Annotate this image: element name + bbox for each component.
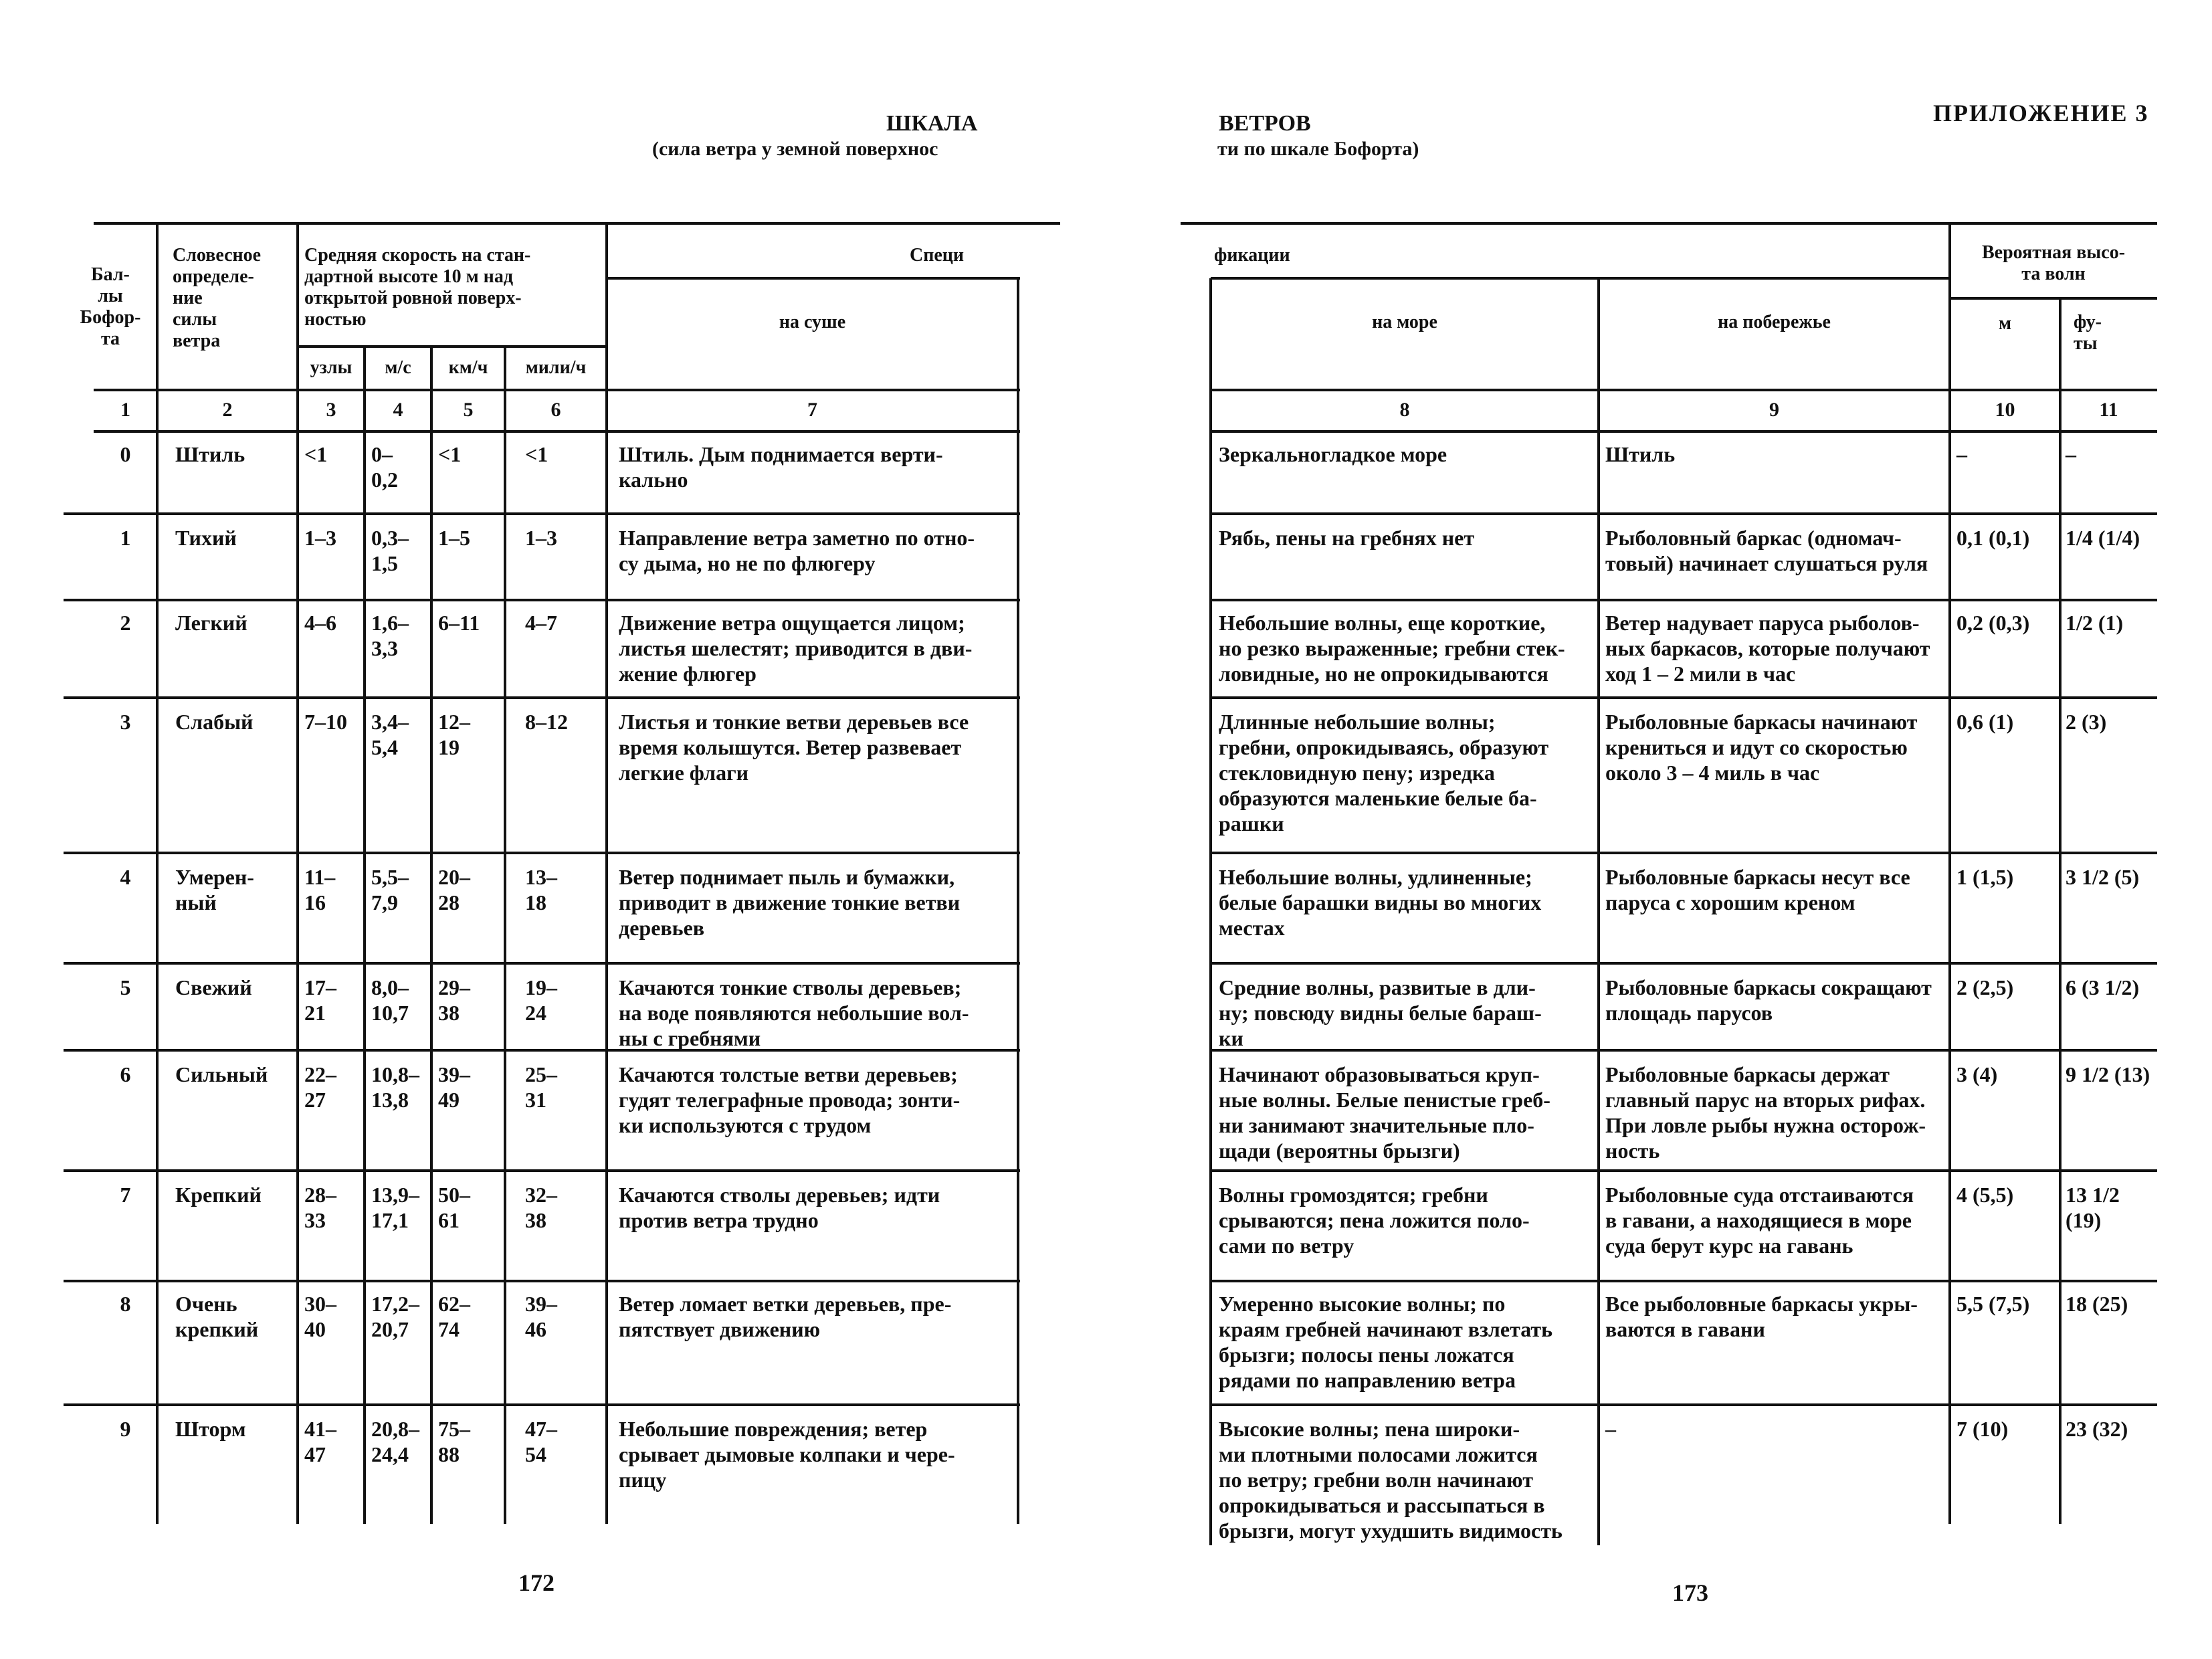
subtitle-right: ти по шкале Бофорта) xyxy=(1217,138,1419,160)
cell-ft-row-1: 1/4 (1/4) xyxy=(2066,526,2140,550)
cell-kn-row-8: 30– 40 xyxy=(304,1292,336,1341)
cell-ms-row-6: 10,8– 13,8 xyxy=(371,1062,419,1112)
col-num-11: 11 xyxy=(2099,399,2118,421)
cell-coast-row-6: Рыболовные баркасы держат главный парус на вторых рифах. При ловле рыбы нужна осторож- ность xyxy=(1605,1062,1926,1163)
cell-sea-row-8: Умеренно высокие волны; по краям гребней начинают взлетать брызги; полосы пены ложатся рядами по направлению ветра xyxy=(1219,1292,1552,1392)
cell-ms-row-9: 20,8– 24,4 xyxy=(371,1417,419,1466)
cell-mph-row-7: 32– 38 xyxy=(525,1183,557,1232)
cell-kmh-row-4: 20– 28 xyxy=(438,865,470,914)
cell-kn-row-9: 41– 47 xyxy=(304,1417,336,1466)
cell-kmh-row-5: 29– 38 xyxy=(438,975,470,1025)
cell-kmh-row-2: 6–11 xyxy=(438,611,480,635)
header-mph: мили/ч xyxy=(525,357,587,378)
col-num-3: 3 xyxy=(326,399,336,421)
cell-ms-row-2: 1,6– 3,3 xyxy=(371,611,409,660)
col-num-9: 9 xyxy=(1769,399,1779,421)
header-feet: фу- ты xyxy=(2074,312,2102,354)
cell-sea-row-9: Высокие волны; пена широки- ми плотными полосами ложится по ветру; гребни волн начинают опрокидываться и рассыпаться в брызги, могут ухудшить видимость xyxy=(1219,1417,1563,1543)
cell-ft-row-6: 9 1/2 (13) xyxy=(2066,1062,2150,1086)
cell-ft-row-2: 1/2 (1) xyxy=(2066,611,2124,635)
cell-b-row-0: 0 xyxy=(120,442,131,466)
cell-coast-row-8: Все рыболовные баркасы укры- ваются в гавани xyxy=(1605,1292,1918,1341)
cell-sea-row-2: Небольшие волны, еще короткие, но резко выраженные; гребни стек- ловидные, но не опрокидываются xyxy=(1219,611,1565,686)
appendix-label: ПРИЛОЖЕНИЕ 3 xyxy=(1933,100,2149,126)
cell-coast-row-7: Рыболовные суда отстаиваются в гавани, а находящиеся в море суда берут курс на гавань xyxy=(1605,1183,1914,1258)
cell-b-row-9: 9 xyxy=(120,1417,131,1441)
cell-land-row-6: Качаются толстые ветви деревьев; гудят телеграфные провода; зонти- ки используются с трудом xyxy=(619,1062,961,1137)
cell-m-row-8: 5,5 (7,5) xyxy=(1956,1292,2030,1316)
col-num-6: 6 xyxy=(550,399,561,421)
cell-coast-row-1: Рыболовный баркас (одномач- товый) начинает слушаться руля xyxy=(1605,526,1928,575)
cell-kn-row-6: 22– 27 xyxy=(304,1062,336,1112)
cell-m-row-9: 7 (10) xyxy=(1956,1417,2009,1441)
header-wave-height: Вероятная высо- та волн xyxy=(1981,242,2126,284)
cell-ft-row-3: 2 (3) xyxy=(2066,710,2107,734)
cell-name-row-9: Шторм xyxy=(175,1417,246,1441)
cell-coast-row-0: Штиль xyxy=(1605,442,1676,466)
cell-b-row-3: 3 xyxy=(120,710,131,734)
cell-coast-row-2: Ветер надувает паруса рыболов- ных баркасов, которые получают ход 1 – 2 мили в час xyxy=(1605,611,1930,686)
header-knots: узлы xyxy=(310,357,353,378)
cell-name-row-1: Тихий xyxy=(175,526,237,550)
cell-m-row-3: 0,6 (1) xyxy=(1956,710,2014,734)
cell-coast-row-4: Рыболовные баркасы несут все паруса с хорошим креном xyxy=(1605,865,1910,914)
col-num-8: 8 xyxy=(1399,399,1410,421)
cell-name-row-0: Штиль xyxy=(175,442,245,466)
cell-land-row-9: Небольшие повреждения; ветер срывает дымовые колпаки и чере- пицу xyxy=(619,1417,955,1492)
cell-ms-row-1: 0,3– 1,5 xyxy=(371,526,409,575)
cell-land-row-8: Ветер ломает ветки деревьев, пре- пятствует движению xyxy=(619,1292,952,1341)
cell-b-row-1: 1 xyxy=(120,526,131,550)
header-land: на суше xyxy=(779,312,846,332)
cell-kmh-row-6: 39– 49 xyxy=(438,1062,470,1112)
cell-sea-row-0: Зеркальногладкое море xyxy=(1219,442,1447,466)
cell-m-row-2: 0,2 (0,3) xyxy=(1956,611,2030,635)
cell-mph-row-1: 1–3 xyxy=(525,526,557,550)
cell-kmh-row-9: 75– 88 xyxy=(438,1417,470,1466)
cell-kn-row-5: 17– 21 xyxy=(304,975,336,1025)
cell-land-row-5: Качаются тонкие стволы деревьев; на воде появляются небольшие вол- ны с гребнями xyxy=(619,975,969,1050)
cell-ms-row-4: 5,5– 7,9 xyxy=(371,865,409,914)
col-num-5: 5 xyxy=(463,399,474,421)
cell-kn-row-1: 1–3 xyxy=(304,526,336,550)
header-spec-left: Специ xyxy=(910,245,965,266)
header-kmh: км/ч xyxy=(448,357,488,378)
cell-sea-row-4: Небольшие волны, удлиненные; белые барашки видны во многих местах xyxy=(1219,865,1542,940)
cell-ft-row-0: – xyxy=(2066,442,2076,466)
cell-land-row-3: Листья и тонкие ветви деревьев все время колышутся. Ветер развевает легкие флаги xyxy=(619,710,969,785)
cell-land-row-1: Направление ветра заметно по отно- су дыма, но не по флюгеру xyxy=(619,526,975,575)
cell-ft-row-9: 23 (32) xyxy=(2066,1417,2128,1441)
cell-ms-row-5: 8,0– 10,7 xyxy=(371,975,409,1025)
header-sea: на море xyxy=(1372,312,1437,332)
col-num-4: 4 xyxy=(393,399,403,421)
cell-mph-row-4: 13– 18 xyxy=(525,865,557,914)
cell-kmh-row-7: 50– 61 xyxy=(438,1183,470,1232)
cell-mph-row-8: 39– 46 xyxy=(525,1292,557,1341)
cell-name-row-2: Легкий xyxy=(175,611,247,635)
header-spec-right: фикации xyxy=(1214,245,1290,266)
cell-name-row-8: Очень крепкий xyxy=(175,1292,259,1341)
cell-m-row-7: 4 (5,5) xyxy=(1956,1183,2014,1207)
cell-kmh-row-1: 1–5 xyxy=(438,526,470,550)
cell-kmh-row-3: 12– 19 xyxy=(438,710,470,759)
cell-ms-row-3: 3,4– 5,4 xyxy=(371,710,409,759)
cell-m-row-0: – xyxy=(1956,442,1967,466)
cell-m-row-5: 2 (2,5) xyxy=(1956,975,2014,999)
cell-kmh-row-8: 62– 74 xyxy=(438,1292,470,1341)
subtitle-left: (сила ветра у земной поверхнос xyxy=(652,138,938,160)
cell-b-row-4: 4 xyxy=(120,865,131,889)
cell-m-row-4: 1 (1,5) xyxy=(1956,865,2014,889)
cell-mph-row-2: 4–7 xyxy=(525,611,557,635)
cell-ft-row-5: 6 (3 1/2) xyxy=(2066,975,2140,999)
header-speed: Средняя скорость на стан- дартной высоте 10 м над открытой ровной поверх- ностью xyxy=(304,245,531,330)
page-number-right: 173 xyxy=(1672,1579,1708,1606)
title-left: ШКАЛА xyxy=(886,111,978,136)
col-num-2: 2 xyxy=(222,399,233,421)
cell-name-row-4: Умерен- ный xyxy=(175,865,254,914)
cell-name-row-3: Слабый xyxy=(175,710,254,734)
cell-b-row-2: 2 xyxy=(120,611,131,635)
cell-kn-row-2: 4–6 xyxy=(304,611,336,635)
cell-sea-row-3: Длинные небольшие волны; гребни, опрокидываясь, образуют стекловидную пену; изредка образуются маленькие белые ба- рашки xyxy=(1219,710,1549,836)
cell-coast-row-5: Рыболовные баркасы сокращают площадь парусов xyxy=(1605,975,1932,1025)
cell-ft-row-8: 18 (25) xyxy=(2066,1292,2128,1316)
cell-ms-row-7: 13,9– 17,1 xyxy=(371,1183,419,1232)
cell-kn-row-0: <1 xyxy=(304,442,328,466)
cell-mph-row-3: 8–12 xyxy=(525,710,568,734)
cell-mph-row-6: 25– 31 xyxy=(525,1062,557,1112)
title-right: ВЕТРОВ xyxy=(1219,111,1311,136)
header-meters: м xyxy=(1998,313,2012,334)
header-coast: на побережье xyxy=(1718,312,1831,332)
cell-sea-row-7: Волны громоздятся; гребни срываются; пена ложится поло- сами по ветру xyxy=(1219,1183,1530,1258)
cell-name-row-7: Крепкий xyxy=(175,1183,262,1207)
cell-mph-row-0: <1 xyxy=(525,442,548,466)
cell-coast-row-9: – xyxy=(1605,1417,1616,1441)
cell-mph-row-9: 47– 54 xyxy=(525,1417,557,1466)
cell-ft-row-7: 13 1/2 (19) xyxy=(2066,1183,2120,1232)
col-num-10: 10 xyxy=(1995,399,2015,421)
cell-kn-row-7: 28– 33 xyxy=(304,1183,336,1232)
cell-kn-row-3: 7–10 xyxy=(304,710,347,734)
cell-sea-row-6: Начинают образовываться круп- ные волны. Белые пенистые греб- ни занимают значительные пло- щади (вероятны брызги) xyxy=(1219,1062,1550,1163)
cell-mph-row-5: 19– 24 xyxy=(525,975,557,1025)
cell-kn-row-4: 11– 16 xyxy=(304,865,336,914)
cell-land-row-2: Движение ветра ощущается лицом; листья шелестят; приводится в дви- жение флюгер xyxy=(619,611,973,686)
header-verbal: Словесное определе- ние силы ветра xyxy=(173,245,262,351)
cell-ms-row-8: 17,2– 20,7 xyxy=(371,1292,419,1341)
cell-ms-row-0: 0– 0,2 xyxy=(371,442,398,492)
cell-name-row-6: Сильный xyxy=(175,1062,268,1086)
col-num-1: 1 xyxy=(120,399,130,421)
cell-land-row-0: Штиль. Дым поднимается верти- кально xyxy=(619,442,943,492)
cell-ft-row-4: 3 1/2 (5) xyxy=(2066,865,2140,889)
cell-m-row-1: 0,1 (0,1) xyxy=(1956,526,2030,550)
cell-b-row-8: 8 xyxy=(120,1292,131,1316)
cell-sea-row-5: Средние волны, развитые в дли- ну; повсюду видны белые бараш- ки xyxy=(1219,975,1542,1050)
cell-b-row-7: 7 xyxy=(120,1183,131,1207)
cell-land-row-4: Ветер поднимает пыль и бумажки, приводит в движение тонкие ветви деревьев xyxy=(619,865,961,940)
cell-name-row-5: Свежий xyxy=(175,975,252,999)
cell-b-row-6: 6 xyxy=(120,1062,131,1086)
cell-coast-row-3: Рыболовные баркасы начинают крениться и идут со скоростью около 3 – 4 миль в час xyxy=(1605,710,1918,785)
col-num-7: 7 xyxy=(807,399,817,421)
cell-b-row-5: 5 xyxy=(120,975,131,999)
header-beaufort: Бал- лы Бофор- та xyxy=(80,264,141,349)
cell-land-row-7: Качаются стволы деревьев; идти против ветра трудно xyxy=(619,1183,940,1232)
cell-m-row-6: 3 (4) xyxy=(1956,1062,1998,1086)
header-ms: м/с xyxy=(385,357,411,378)
cell-sea-row-1: Рябь, пены на гребнях нет xyxy=(1219,526,1475,550)
cell-kmh-row-0: <1 xyxy=(438,442,462,466)
page-number-left: 172 xyxy=(518,1569,555,1596)
